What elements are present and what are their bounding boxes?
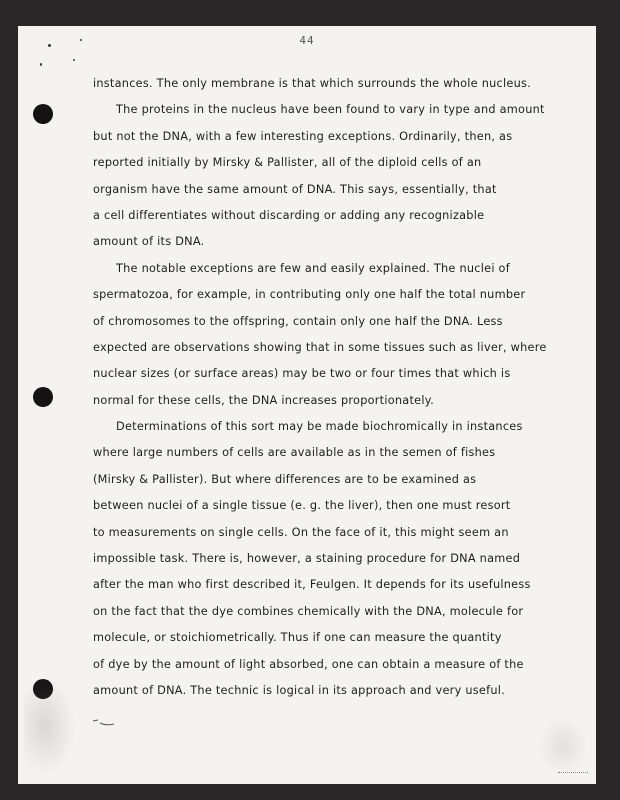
text-line: expected are observations showing that in some tissues such as liver, where bbox=[93, 340, 547, 354]
text-line: a cell differentiates without discarding or adding any recognizable bbox=[93, 208, 485, 222]
body-text bbox=[93, 71, 563, 704]
text-line: The proteins in the nucleus have been found to vary in type and amount bbox=[116, 103, 545, 117]
punch-hole-top bbox=[33, 104, 53, 124]
text-line: normal for these cells, the DNA increases proportionately. bbox=[93, 393, 434, 407]
text-line: molecule, or stoichiometrically. Thus if one can measure the quantity bbox=[93, 631, 502, 645]
text-line: The notable exceptions are few and easily explained. The nuclei of bbox=[116, 261, 510, 275]
text-line: of chromosomes to the offspring, contain only one half the DNA. Less bbox=[93, 314, 503, 328]
text-line: nuclear sizes (or surface areas) may be two or four times that which is bbox=[93, 367, 511, 381]
text-line: impossible task. There is, however, a staining procedure for DNA named bbox=[93, 552, 521, 566]
scan-speck bbox=[80, 39, 82, 41]
pen-mark-icon bbox=[92, 718, 116, 728]
text-line: of dye by the amount of light absorbed, one can obtain a measure of the bbox=[93, 657, 524, 671]
text-line: spermatozoa, for example, in contributing only one half the total number bbox=[93, 288, 526, 302]
text-line: instances. The only membrane is that which surrounds the whole nucleus. bbox=[93, 77, 531, 90]
text-line: between nuclei of a single tissue (e. g. the liver), then one must resort bbox=[93, 499, 511, 513]
text-line: reported initially by Mirsky & Pallister, all of the diploid cells of an bbox=[93, 156, 482, 170]
page-number: 44 bbox=[299, 34, 315, 47]
text-line: to measurements on single cells. On the face of it, this might seem an bbox=[93, 525, 509, 539]
text-line: on the fact that the dye combines chemically with the DNA, molecule for bbox=[93, 604, 524, 618]
punch-hole-middle bbox=[33, 387, 53, 407]
scan-speck bbox=[48, 44, 51, 47]
scan-speck bbox=[40, 63, 42, 66]
text-line: after the man who first described it, Feulgen. It depends for its usefulness bbox=[93, 578, 531, 592]
text-line: amount of DNA. The technic is logical in its approach and very useful. bbox=[93, 683, 505, 697]
text-line: organism have the same amount of DNA. This says, essentially, that bbox=[93, 182, 497, 196]
scan-artifact bbox=[558, 772, 588, 773]
typewritten-page bbox=[18, 26, 596, 784]
text-line: (Mirsky & Pallister). But where differences are to be examined as bbox=[93, 472, 477, 486]
text-line: where large numbers of cells are available as in the semen of fishes bbox=[93, 446, 496, 460]
scan-smudge bbox=[538, 716, 588, 776]
scan-smudge bbox=[24, 676, 76, 776]
text-line: amount of its DNA. bbox=[93, 235, 205, 249]
scan-speck bbox=[73, 59, 75, 61]
text-line: Determinations of this sort may be made biochromically in instances bbox=[116, 420, 523, 434]
text-line: but not the DNA, with a few interesting exceptions. Ordinarily, then, as bbox=[93, 129, 513, 143]
